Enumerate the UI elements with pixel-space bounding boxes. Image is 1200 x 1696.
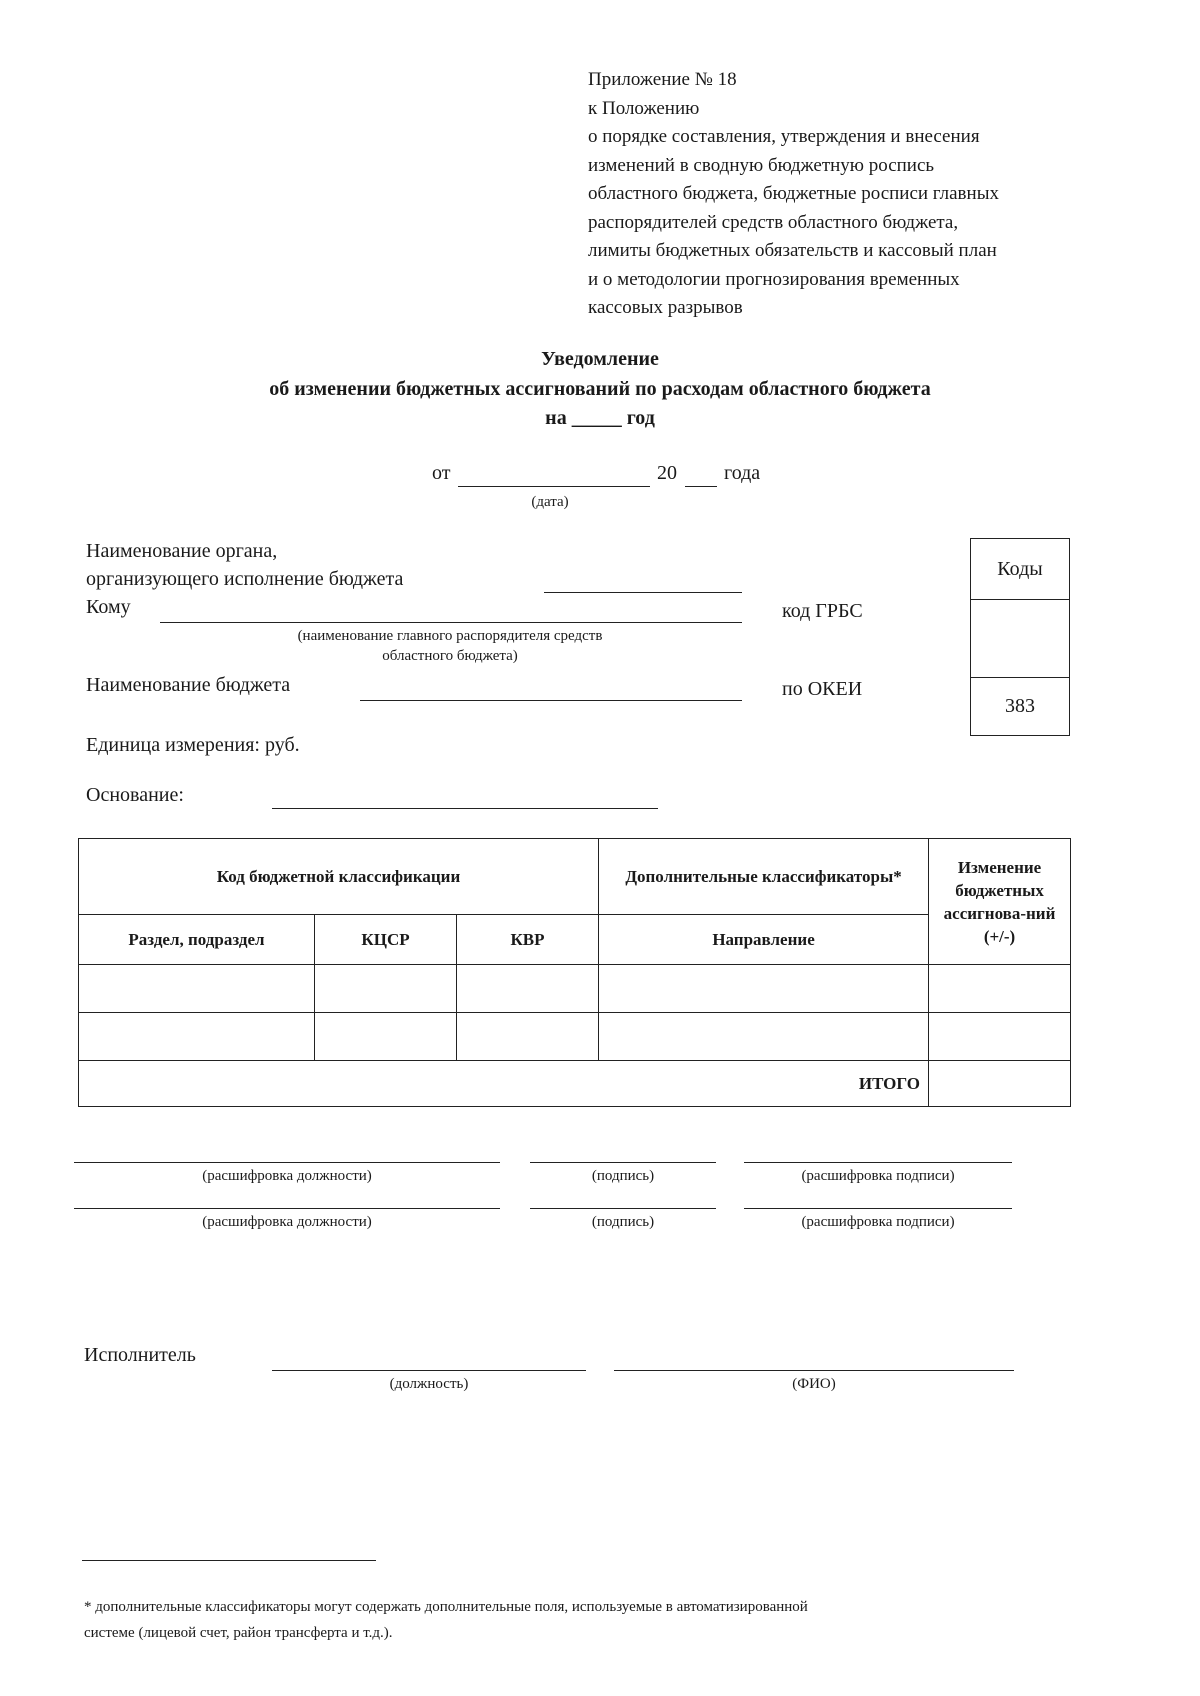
column-header-kvr: КВР [457, 915, 599, 965]
total-value-cell[interactable] [929, 1061, 1071, 1107]
column-header-direction: Направление [599, 915, 929, 965]
column-header-kcsr: КЦСР [315, 915, 457, 965]
signature-decode-field[interactable] [744, 1162, 1012, 1163]
table-cell[interactable] [315, 965, 457, 1013]
date-field[interactable] [458, 486, 650, 487]
appendix-line: и о методологии прогнозирования временных [588, 268, 960, 290]
table-cell[interactable] [929, 1013, 1071, 1061]
kbk-group-header: Код бюджетной классификации [79, 839, 599, 915]
document-title: Уведомление [541, 348, 659, 370]
document-year-line: на _____ год [545, 407, 655, 429]
position-caption: (расшифровка должности) [202, 1214, 372, 1230]
date-century: 20 [657, 462, 677, 484]
budget-field[interactable] [360, 700, 742, 701]
to-field[interactable] [160, 622, 742, 623]
extra-classifiers-header: Дополнительные классификаторы* [599, 839, 929, 915]
org-label: организующего исполнение бюджета [86, 568, 404, 590]
table-cell[interactable] [599, 1013, 929, 1061]
to-caption: областного бюджета) [382, 648, 518, 664]
executor-name-field[interactable] [614, 1370, 1014, 1371]
date-caption: (дата) [531, 494, 569, 510]
appendix-line: кассовых разрывов [588, 297, 743, 318]
grbs-label: код ГРБС [782, 600, 863, 622]
footnote [84, 1594, 1084, 1646]
date-suffix: года [724, 462, 761, 484]
signature-decode-caption: (расшифровка подписи) [801, 1168, 955, 1184]
unit-label: Единица измерения: руб. [86, 734, 300, 756]
codes-header: Коды [971, 539, 1069, 600]
appendix-line: о порядке составления, утверждения и внесения [588, 126, 980, 147]
appendix-line: распорядителей средств областного бюджета, [588, 211, 959, 233]
appendix-note [588, 66, 999, 323]
basis-label: Основание: [86, 784, 184, 806]
table-cell[interactable] [79, 965, 315, 1013]
table-row [79, 1013, 1071, 1061]
executor-label: Исполнитель [84, 1344, 196, 1366]
appendix-line: лимиты бюджетных обязательств и кассовый план [588, 240, 997, 261]
table-cell[interactable] [599, 965, 929, 1013]
executor-position-field[interactable] [272, 1370, 586, 1371]
document-subtitle: об изменении бюджетных ассигнований по расходам областного бюджета [269, 378, 931, 400]
table-cell[interactable] [457, 965, 599, 1013]
table-cell[interactable] [315, 1013, 457, 1061]
column-header-section: Раздел, подраздел [79, 915, 315, 965]
table-row [79, 965, 1071, 1013]
total-label: ИТОГО [79, 1061, 929, 1107]
org-label: Наименование органа, [86, 540, 278, 562]
signature-field[interactable] [530, 1162, 716, 1163]
executor-name-caption: (ФИО) [792, 1376, 836, 1392]
to-label: Кому [86, 596, 131, 618]
table-cell[interactable] [929, 965, 1071, 1013]
change-header: Изменение бюджетных ассигнова-ний (+/-) [929, 839, 1071, 965]
position-field[interactable] [74, 1162, 500, 1163]
footnote-line: * дополнительные классификаторы могут содержать дополнительные поля, используемые в автоматизированной [84, 1599, 808, 1615]
footnote-divider [82, 1560, 376, 1561]
total-row [79, 1061, 1071, 1107]
appendix-line: Приложение № 18 [588, 69, 737, 90]
position-caption: (расшифровка должности) [202, 1168, 372, 1184]
date-prefix: от [432, 462, 451, 484]
appendix-line: к Положению [588, 97, 700, 119]
signature-field[interactable] [530, 1208, 716, 1209]
signature-decode-field[interactable] [744, 1208, 1012, 1209]
signature-caption: (подпись) [591, 1214, 655, 1230]
year-suffix-field[interactable] [685, 486, 717, 487]
budget-label: Наименование бюджета [86, 674, 291, 696]
appendix-line: областного бюджета, бюджетные росписи главных [588, 183, 999, 204]
appendix-line: изменений в сводную бюджетную роспись [588, 154, 935, 176]
okei-label: по ОКЕИ [782, 678, 863, 700]
signature-caption: (подпись) [591, 1168, 655, 1184]
table-cell[interactable] [79, 1013, 315, 1061]
okei-code-cell[interactable]: 383 [1005, 695, 1035, 717]
budget-changes-table [78, 838, 1071, 1107]
basis-field[interactable] [272, 808, 658, 809]
table-cell[interactable] [457, 1013, 599, 1061]
position-field[interactable] [74, 1208, 500, 1209]
signature-decode-caption: (расшифровка подписи) [801, 1214, 955, 1230]
org-field[interactable] [544, 592, 742, 593]
codes-box [970, 538, 1070, 736]
executor-position-caption: (должность) [389, 1376, 469, 1392]
grbs-code-cell[interactable] [971, 599, 1069, 678]
to-caption: (наименование главного распорядителя средств [297, 628, 603, 644]
footnote-line: системе (лицевой счет, район трансферта и т.д.). [84, 1625, 393, 1641]
